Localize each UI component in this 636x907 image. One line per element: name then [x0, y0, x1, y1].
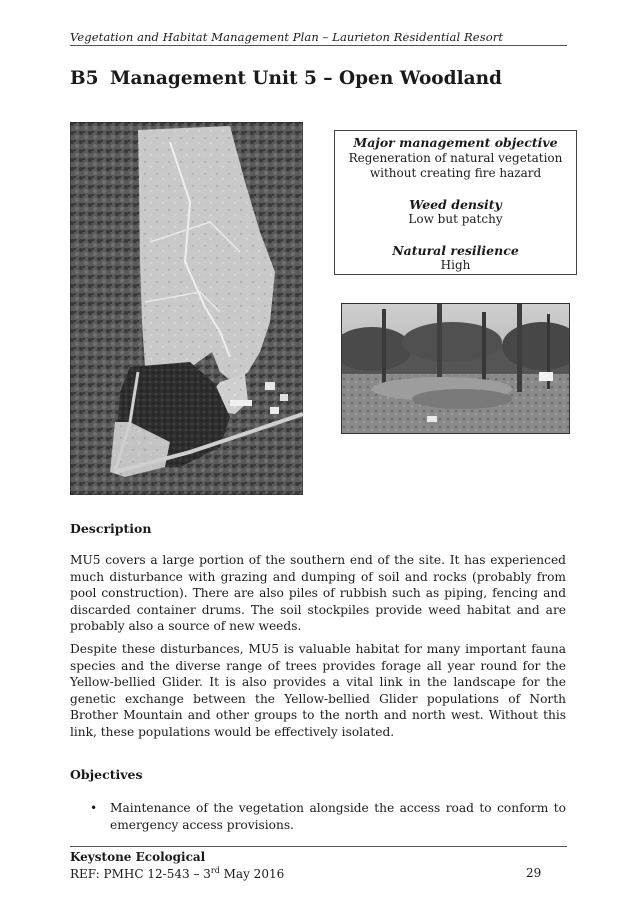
header-rule [70, 45, 567, 46]
objective-list-item [90, 800, 566, 833]
objective-line-1: Regeneration of natural vegetation [348, 150, 563, 165]
footer-rule [70, 846, 567, 847]
natural-resilience-label: Natural resilience [392, 242, 519, 258]
weed-density-label: Weed density [409, 196, 502, 212]
section-code: B5 [70, 68, 99, 89]
description-paragraph-1: MU5 covers a large portion of the southern end of the site. It has experienced much disturbance with grazing and dumping of soil and rocks (probably from pool construction). There are also piles of rubbish such as piping, fencing and discarded container drums. The soil stockpiles provide weed habitat and are probably also a source of new weeds. [70, 553, 566, 634]
footer-ref-prefix: REF: PMHC 12-543 – 3 [70, 867, 211, 881]
management-summary-box [334, 130, 577, 275]
footer-ref-suffix: May 2016 [219, 867, 285, 881]
objective-label: Major management objective [353, 135, 558, 150]
bullet-icon: • [90, 801, 98, 815]
running-header: Vegetation and Habitat Management Plan – Laurieton Residential Resort [70, 30, 504, 44]
natural-resilience-value: High [440, 258, 471, 272]
page-number: 29 [526, 866, 542, 880]
description-heading: Description [70, 521, 152, 536]
aerial-site-map [70, 122, 303, 495]
footer-company: Keystone Ecological [70, 850, 206, 864]
section-title: Management Unit 5 – Open Woodland [110, 68, 502, 89]
objective-text: Maintenance of the vegetation alongside the access road to conform to emergency access provisions. [110, 801, 566, 832]
section-heading [70, 68, 502, 89]
weed-density-value: Low but patchy [408, 212, 503, 226]
footer-reference [70, 866, 284, 881]
description-paragraph-2: Despite these disturbances, MU5 is valuable habitat for many important fauna species and the diverse range of trees provides forage all year round for the Yellow-bellied Glider. It is also provides a vital link in the landscape for the genetic exchange between the Yellow-bellied Glider populations of North Brother Mountain and other groups to the north and north west. Without this link, these populations would be effectively isolated. [70, 642, 566, 739]
objective-line-2: without creating fire hazard [369, 166, 542, 180]
objectives-heading: Objectives [70, 767, 143, 782]
footer-ref-superscript: rd [210, 866, 220, 875]
site-photograph [341, 303, 570, 434]
